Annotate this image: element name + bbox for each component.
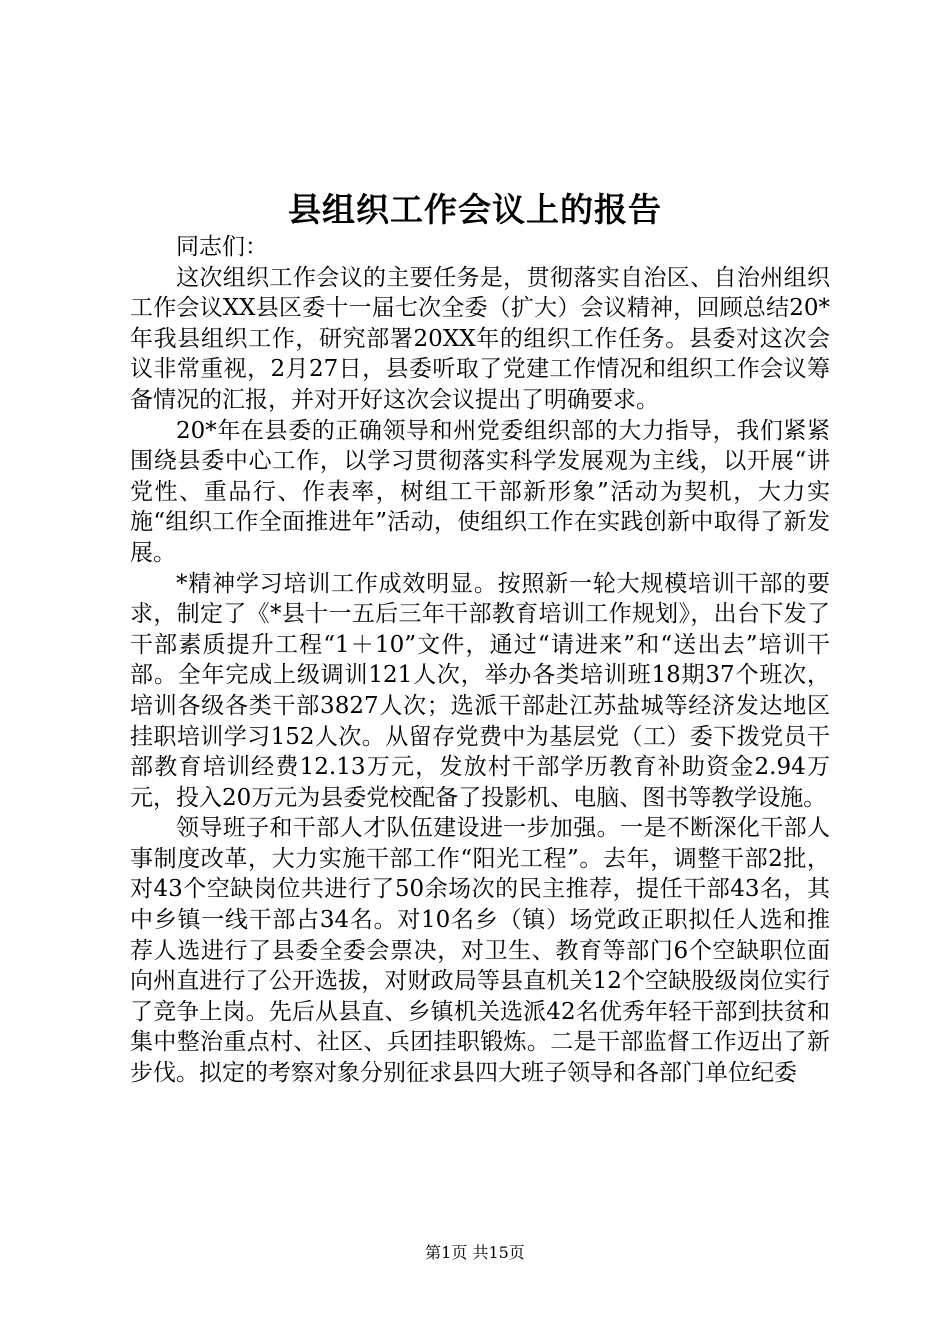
document-title: 县组织工作会议上的报告 [288, 190, 662, 229]
salutation: 同志们： [176, 234, 268, 260]
page-footer: 第1页 共15页 [425, 1243, 525, 1262]
document-body [130, 232, 830, 1089]
paragraph-2: 20*年在县委的正确领导和州党委组织部的大力指导，我们紧紧围绕县委中心工作，以学习贯彻落实科学发展观为主线，以开展“讲党性、重品行、作表率，树组工干部新形象”活动为契机，大力实施“组织工作全面推进年”活动，使组织工作在实践创新中取得了新发展。 [130, 417, 830, 566]
paragraph-1: 这次组织工作会议的主要任务是，贯彻落实自治区、自治州组织工作会议XX县区委十一届七次全委（扩大）会议精神，回顾总结20*年我县组织工作，研究部署20XX年的组织工作任务。县委对这次会议非常重视，2月27日，县委听取了党建工作情况和组织工作会议筹备情况的汇报，并对开好这次会议提出了明确要求。 [130, 264, 830, 413]
paragraph-4: 领导班子和干部人才队伍建设进一步加强。一是不断深化干部人事制度改革，大力实施干部工作“阳光工程”。去年，调整干部2批，对43个空缺岗位共进行了50余场次的民主推荐，提任干部43名，其中乡镇一线干部占34名。对10名乡（镇）场党政正职拟任人选和推荐人选进行了县委全委会票决，对卫生、教育等部门6个空缺职位面向州直进行了公开选拔，对财政局等县直机关12个空缺股级岗位实行了竞争上岗。先后从县直、乡镇机关选派42名优秀年轻干部到扶贫和集中整治重点村、社区、兵团挂职锻炼。二是干部监督工作迈出了新步伐。拟定的考察对象分别征求县四大班子领导和各部门单位纪委 [130, 815, 830, 1087]
paragraph-3: *精神学习培训工作成效明显。按照新一轮大规模培训干部的要求，制定了《*县十一五后三年干部教育培训工作规划》，出台下发了干部素质提升工程“1＋10”文件，通过“请进来”和“送出去”培训干部。全年完成上级调训121人次，举办各类培训班18期37个班次，培训各级各类干部3827人次；选派干部赴江苏盐城等经济发达地区挂职培训学习152人次。从留存党费中为基层党（工）委下拨党员干部教育培训经费12.13万元，发放村干部学历教育补助资金2.94万元，投入20万元为县委党校配备了投影机、电脑、图书等教学设施。 [130, 570, 830, 811]
